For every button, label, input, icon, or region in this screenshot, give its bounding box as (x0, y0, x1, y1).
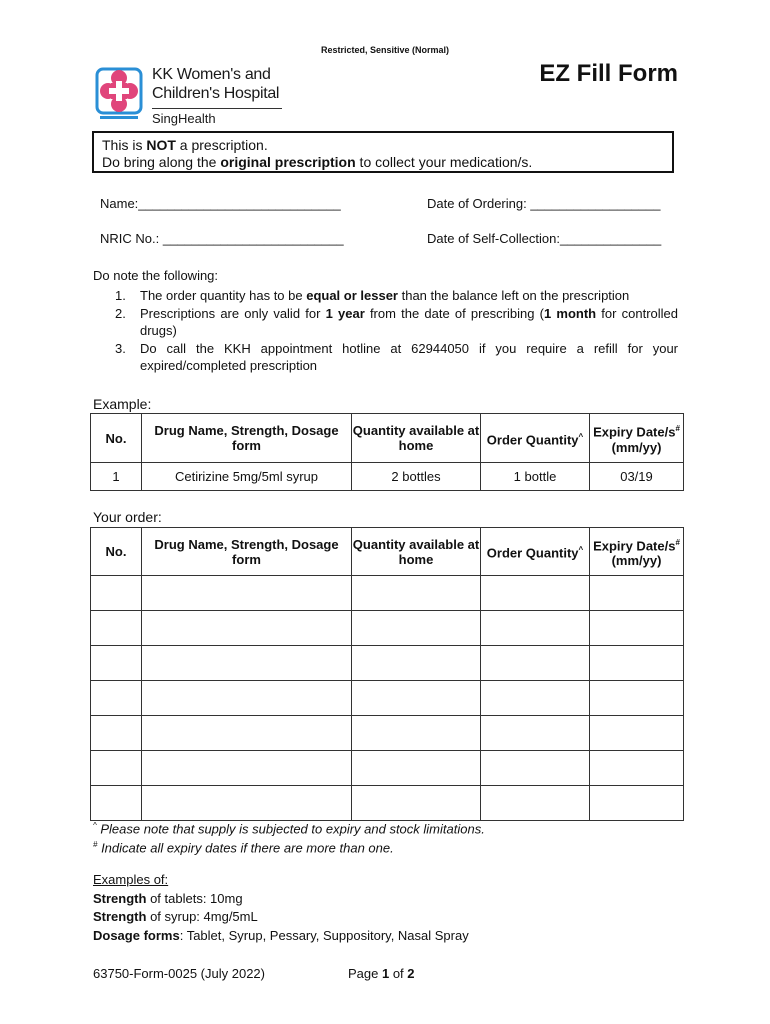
order-cell[interactable] (91, 646, 142, 681)
order-cell[interactable] (352, 681, 481, 716)
notice-box (92, 131, 674, 173)
note-item: 1. The order quantity has to be equal or lesser than the balance left on the prescription (115, 288, 630, 303)
footnote-expiry: # Indicate all expiry dates if there are more than one. (93, 840, 394, 856)
col-header-drug: Drug Name, Strength, Dosage form (142, 528, 352, 576)
your-order-label: Your order: (93, 509, 162, 525)
order-cell[interactable] (142, 751, 352, 786)
order-cell[interactable] (91, 751, 142, 786)
form-title: EZ Fill Form (539, 60, 678, 87)
order-cell[interactable] (91, 681, 142, 716)
order-cell[interactable] (352, 576, 481, 611)
footnote-supply: ^ Please note that supply is subjected to expiry and stock limitations. (93, 821, 485, 837)
example-order-qty: 1 bottle (481, 463, 590, 491)
col-header-order-qty: Order Quantity^ (481, 414, 590, 463)
order-cell[interactable] (91, 576, 142, 611)
order-cell[interactable] (481, 681, 590, 716)
example-no: 1 (91, 463, 142, 491)
order-cell[interactable] (142, 681, 352, 716)
notice-line-2: Do bring along the original prescription to collect your medication/s. (102, 154, 533, 170)
col-header-expiry: Expiry Date/s# (mm/yy) (590, 414, 684, 463)
order-cell[interactable] (352, 716, 481, 751)
col-header-qty-home: Quantity available at home (352, 528, 481, 576)
example-drug: Cetirizine 5mg/5ml syrup (142, 463, 352, 491)
order-cell[interactable] (352, 751, 481, 786)
order-cell[interactable] (352, 786, 481, 821)
order-cell[interactable] (481, 716, 590, 751)
note-item: 3. Do call the KKH appointment hotline at 62944050 if you require a refill for your expired/completed prescription (115, 340, 678, 373)
order-cell[interactable] (91, 716, 142, 751)
notes-title: Do note the following: (93, 268, 219, 283)
example-expiry: 03/19 (590, 463, 684, 491)
logo-subtitle: SingHealth (152, 111, 216, 126)
notice-line-1: This is NOT a prescription. (102, 137, 268, 153)
examples-of-title: Examples of: (93, 872, 169, 887)
order-cell[interactable] (481, 646, 590, 681)
order-cell[interactable] (352, 646, 481, 681)
order-cell[interactable] (481, 576, 590, 611)
logo-line-2: Children's Hospital (152, 85, 280, 102)
order-table (90, 527, 684, 821)
order-cell[interactable] (590, 611, 684, 646)
col-header-expiry: Expiry Date/s# (mm/yy) (590, 528, 684, 576)
col-header-no: No. (91, 414, 142, 463)
order-cell[interactable] (142, 786, 352, 821)
order-cell[interactable] (590, 576, 684, 611)
classification-label: Restricted, Sensitive (Normal) (320, 45, 450, 55)
table-header-row (91, 414, 684, 463)
page-number: Page 1 of 2 (348, 966, 415, 981)
example-qty-home: 2 bottles (352, 463, 481, 491)
table-row[interactable] (91, 751, 684, 786)
example-dosage-forms: Dosage forms: Tablet, Syrup, Pessary, Suppository, Nasal Spray (93, 927, 469, 943)
order-cell[interactable] (590, 716, 684, 751)
logo-divider (152, 108, 282, 109)
table-row[interactable] (91, 646, 684, 681)
form-code: 63750-Form-0025 (July 2022) (93, 966, 265, 981)
table-header-row (91, 528, 684, 576)
order-cell[interactable] (590, 646, 684, 681)
hospital-logo (94, 64, 289, 128)
date-of-ordering-field[interactable]: Date of Ordering: __________________ (427, 196, 661, 211)
example-label: Example: (93, 396, 152, 412)
table-row[interactable] (91, 716, 684, 751)
order-cell[interactable] (590, 786, 684, 821)
col-header-drug: Drug Name, Strength, Dosage form (142, 414, 352, 463)
order-cell[interactable] (142, 611, 352, 646)
example-strength-tablets: Strength of tablets: 10mg (93, 890, 243, 906)
note-item: 2. Prescriptions are only valid for 1 year from the date of prescribing (1 month for controlled drugs) (115, 305, 679, 338)
order-cell[interactable] (590, 681, 684, 716)
example-table (90, 413, 684, 491)
order-cell[interactable] (91, 786, 142, 821)
order-cell[interactable] (481, 751, 590, 786)
order-cell[interactable] (481, 786, 590, 821)
order-cell[interactable] (590, 751, 684, 786)
col-header-no: No. (91, 528, 142, 576)
order-cell[interactable] (481, 611, 590, 646)
name-field[interactable]: Name:____________________________ (100, 196, 341, 211)
example-strength-syrup: Strength of syrup: 4mg/5mL (93, 909, 258, 924)
notes-list (93, 287, 678, 375)
nric-field[interactable]: NRIC No.: _________________________ (100, 231, 344, 246)
order-cell[interactable] (91, 611, 142, 646)
table-row[interactable] (91, 576, 684, 611)
examples-of-block (93, 871, 469, 945)
date-of-collection-field[interactable]: Date of Self-Collection:______________ (427, 231, 662, 246)
order-cell[interactable] (352, 611, 481, 646)
col-header-order-qty: Order Quantity^ (481, 528, 590, 576)
order-cell[interactable] (142, 716, 352, 751)
logo-line-1: KK Women's and (152, 66, 271, 83)
col-header-qty-home: Quantity available at home (352, 414, 481, 463)
order-cell[interactable] (142, 576, 352, 611)
hospital-cross-logo-icon (94, 64, 146, 126)
table-row (91, 463, 684, 491)
table-row[interactable] (91, 786, 684, 821)
table-row[interactable] (91, 681, 684, 716)
order-cell[interactable] (142, 646, 352, 681)
table-row[interactable] (91, 611, 684, 646)
